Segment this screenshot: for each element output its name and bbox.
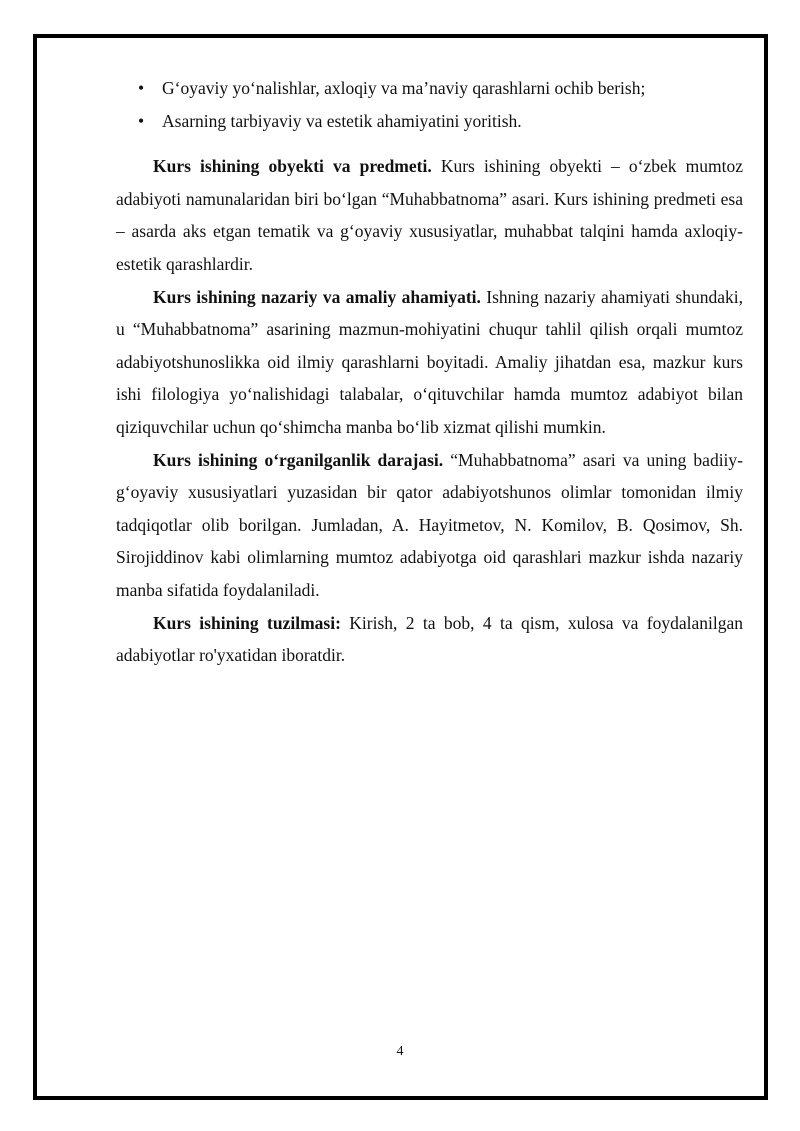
list-item-text: G‘oyaviy yo‘nalishlar, axloqiy va ma’naviy qarashlarni ochib berish; [162, 78, 646, 98]
document-body [116, 72, 743, 672]
paragraph-text: Ishning nazariy ahamiyati shundaki, u “Muhabbatnoma” asarining mazmun-mohiyatini chuqur tahlil qilish orqali mumtoz adabiyotshunoslikka oid ilmiy qarashlarni boyitadi. Amaliy jihatdan esa, mazkur kurs ishi filologiya yo‘nalishidagi talabalar, o‘qituvchilar hamda mumtoz adabiyot bilan qiziquvchilar uchun qo‘shimcha manba bo‘lib xizmat qilishi mumkin. [116, 286, 744, 437]
paragraph-structure [116, 607, 743, 672]
list-item [116, 105, 743, 138]
paragraph-heading: Kurs ishining o‘rganilganlik darajasi. [153, 449, 444, 470]
bullet-icon: • [138, 110, 145, 131]
paragraph-heading: Kurs ishining obyekti va predmeti. [153, 156, 432, 177]
bullet-icon: • [138, 78, 145, 98]
list-item-text: Asarning tarbiyaviy va estetik ahamiyatini yoritish. [162, 110, 522, 131]
paragraph-text: Kirish, 2 ta bob, 4 ta qism, xulosa va foydalanilgan adabiyotlar ro'yxatidan iboratdir. [116, 612, 743, 666]
paragraph-heading: Kurs ishining nazariy va amaliy ahamiyati. [153, 286, 481, 307]
paragraph-object-subject [116, 150, 743, 280]
paragraph-text: “Muhabbatnoma” asari va uning badiiy-g‘oyaviy xususiyatlari yuzasidan bir qator adabiyotshunos olimlar tomonidan ilmiy tadqiqotlar olib borilgan. Jumladan, A. Hayitmetov, N. Komilov, B. Qosimov, Sh. Sirojiddinov kabi olimlarning mumtoz adabiyotga oid qarashlari mazkur ishda nazariy manba sifatida foydalaniladi. [116, 449, 743, 600]
paragraph-text: Kurs ishining obyekti – o‘zbek mumtoz adabiyoti namunalaridan biri bo‘lgan “Muhabbatnoma” asari. Kurs ishining predmeti esa – asarda aks etgan tematik va g‘oyaviy xususiyatlar, muhabbat talqini hamda axloqiy-estetik qarashlardir. [116, 156, 743, 274]
paragraph-research-level [116, 444, 743, 607]
paragraph-heading: Kurs ishining tuzilmasi: [153, 612, 341, 633]
bullet-list [116, 72, 743, 137]
page-number: 4 [396, 1044, 404, 1059]
list-item [116, 72, 743, 105]
paragraph-significance [116, 281, 743, 444]
